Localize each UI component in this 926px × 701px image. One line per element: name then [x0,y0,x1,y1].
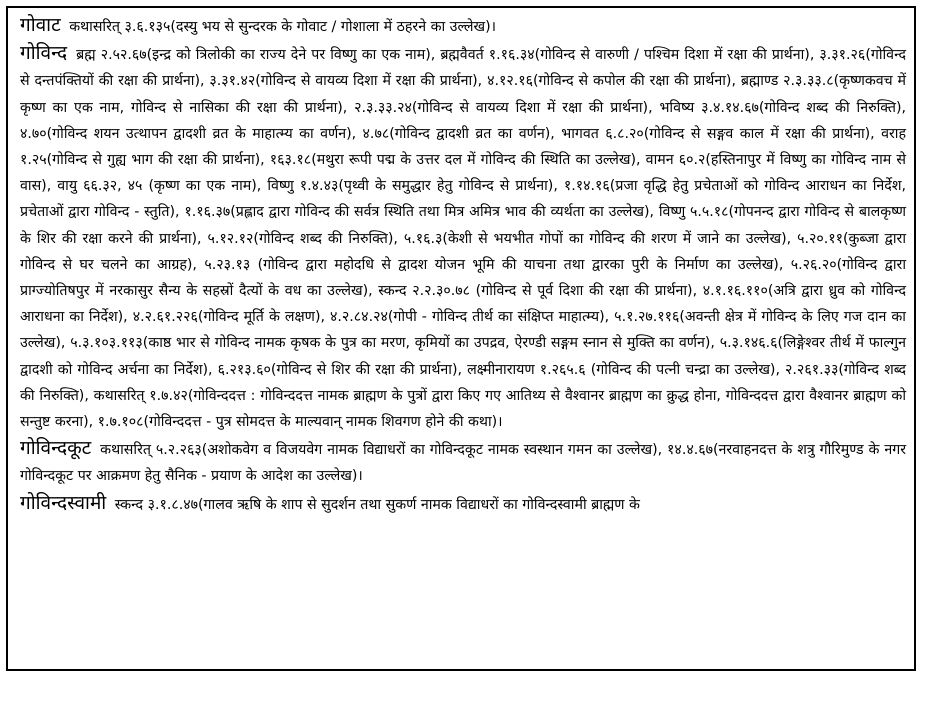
entry-text: स्कन्द ३.१.८.४७(गालव ऋषि के शाप से सुदर्शन तथा सुकर्ण नामक विद्याधरों का गोविन्दस्वामी ब्राह्मण के [114,496,640,513]
headword: गोविन्दकूट [20,437,92,460]
entry-text: कथासरित् ५.२.२६३(अशोकवेग व विजयवेग नामक विद्याधरों का गोविन्दकूट नामक स्वस्थान गमन का उल्लेख), १४.४.६७(नरवाहनदत्त के शत्रु गौरिमुण्ड के नगर गोविन्दकूट पर आक्रमण हेतु सैनिक - प्रयाण के आदेश का उल्लेख)। [20,442,907,485]
headword: गोविन्दस्वामी [20,491,107,514]
entry-govindasvami [20,490,906,518]
entry-text: ब्रह्म २.५२.६७(इन्द्र को त्रिलोकी का राज्य देने पर विष्णु का एक नाम), ब्रह्मवैवर्त १.१६.३४(गोविन्द से वारुणी / पश्चिम दिशा में रक्षा की प्रार्थना), ३.३१.२६(गोविन्द से दन्तपंक्तियों की रक्षा की प्रार्थना), ३.३१.४२(गोविन्द से वायव्य दिशा में रक्षा की प्रार्थना), ४.१२.१६(गोविन्द से कपोल की रक्षा की प्रार्थना), ब्रह्माण्ड २.३.३३.८(कृष्णकवच में कृष्ण का एक नाम, गोविन्द से नासिका की रक्षा की प्रार्थना), २.३.३३.२४(गोविन्द से वायव्य दिशा में रक्षा की प्रार्थना), भविष्य ३.४.१४.६७(गोविन्द शब्द की निरुक्ति), ४.७०(गोविन्द शयन उत्थापन द्वादशी व्रत के माहात्म्य का वर्णन), ४.७८(गोविन्द द्वादशी व्रत का वर्णन), भागवत ६.८.२०(गोविन्द से सङ्गव काल में रक्षा की प्रार्थना), वराह १.२५(गोविन्द से गुह्य भाग की रक्षा की प्रार्थना), १६३.१८(मथुरा रूपी पद्म के उत्तर दल में गोविन्द की स्थिति का उल्लेख), वामन ६०.२(हस्तिनापुर में विष्णु का गोविन्द नाम से वास), वायु ६६.३२, ४५ (कृष्ण का एक नाम), विष्णु १.४.४३(पृथ्वी के समुद्धार हेतु गोविन्द से प्रार्थना), १.१४.१६(प्रजा वृद्धि हेतु प्रचेताओं को गोविन्द आराधन का निर्देश, प्रचेताओं द्वारा गोविन्द - स्तुति), १.१६.३७(प्रह्लाद द्वारा गोविन्द की सर्वत्र स्थिति तथा मित्र अमित्र भाव की व्यर्थता का उल्लेख), विष्णु ५.५.१८(गोपनन्द द्वारा गोविन्द से बालकृष्ण के शिर की रक्षा करने की प्रार्थना), ५.१२.१२(गोविन्द शब्द की निरुक्ति), ५.१६.३(केशी से भयभीत गोपों का गोविन्द की शरण में जाने का उल्लेख), ५.२०.११(कुब्जा द्वारा गोविन्द से घर चलने का आग्रह), ५.२३.१३ (गोविन्द द्वारा महोदधि से द्वादश योजन भूमि की याचना तथा द्वारका पुरी के निर्माण का उल्लेख), ५.२६.२०(गोविन्द द्वारा प्राग्ज्योतिषपुर में नरकासुर सैन्य के सहस्रों दैत्यों के वध का उल्लेख), स्कन्द २.२.३०.७८ (गोविन्द से पूर्व दिशा की रक्षा की प्रार्थना), ४.१.१६.११०(अत्रि द्वारा ध्रुव को गोविन्द आराधना का निर्देश), ४.२.६१.२२६(गोविन्द मूर्ति के लक्षण), ४.२.८४.२४(गोपी - गोविन्द तीर्थ का संक्षिप्त माहात्म्य), ५.१.२७.११६(अवन्ती क्षेत्र में गोविन्द के लिए गज दान का उल्लेख), ५.३.१०३.११३(काष्ठ भार से गोविन्द नामक कृषक के पुत्र का मरण, कृमियों का उपद्रव, ऐरण्डी सङ्गम स्नान से मुक्ति का वर्णन), ५.३.१४६.६(लिङ्गेश्वर तीर्थ में फाल्गुन द्वादशी को गोविन्द अर्चना का निर्देश), ६.२१३.६०(गोविन्द से शिर की रक्षा की प्रार्थना), लक्ष्मीनारायण १.२६५.६ (गोविन्द की पत्नी चन्द्रा का उल्लेख), २.२६१.३३(गोविन्द शब्द की निरुक्ति), कथासरित् १.७.४२(गोविन्ददत्त : गोविन्ददत्त नामक ब्राह्मण के पुत्रों द्वारा किए गए आतिथ्य से वैश्वानर ब्राह्मण का क्रुद्ध होना, गोविन्ददत्त द्वारा वैश्वानर ब्राह्मण को सन्तुष्ट करना), १.७.१०८(गोविन्ददत्त - पुत्र सोमदत्त के माल्यवान् नामक शिवगण होने की कथा)। [20,47,906,431]
entry-govindakuta [20,435,906,489]
page-frame [6,6,916,671]
entry-govata [20,12,906,40]
entry-govinda [20,40,906,435]
headword: गोविन्द [20,42,68,65]
headword: गोवाट [20,14,61,36]
entry-text: कथासरित् ३.६.१३५(दस्यु भय से सुन्दरक के गोवाट / गोशाला में ठहरने का उल्लेख)। [69,19,496,35]
